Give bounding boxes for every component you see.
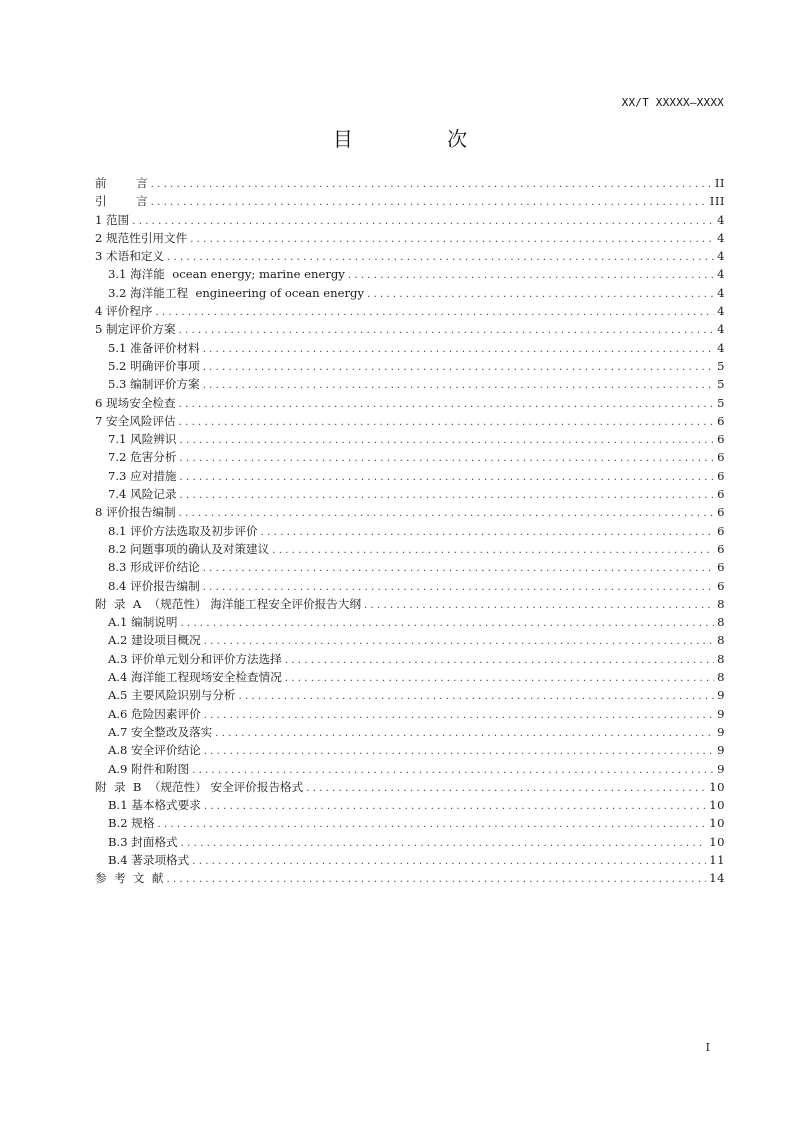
toc-entry-label: 7.3 应对措施 <box>108 468 177 483</box>
toc-entry-page: 6 <box>717 560 725 575</box>
toc-entry-page: 10 <box>709 816 725 831</box>
toc-entry[interactable] <box>95 174 725 192</box>
toc-title: 目 次 <box>332 127 512 151</box>
toc-entry[interactable] <box>95 869 725 887</box>
toc-entry-page: II <box>714 176 725 190</box>
toc-entry-page: 8 <box>717 615 725 630</box>
toc-entry-page: 11 <box>709 852 725 867</box>
toc-entry-label: 5.3 编制评价方案 <box>108 377 200 392</box>
toc-entry-label: B.4 著录项格式 <box>108 852 190 867</box>
dot-leader <box>285 670 714 688</box>
toc-entry-page: 5 <box>717 377 725 392</box>
toc-entry[interactable] <box>95 741 725 759</box>
toc-entry[interactable] <box>95 833 725 851</box>
dot-leader <box>203 560 714 578</box>
dot-leader <box>261 524 714 542</box>
page-number: I <box>705 1041 710 1054</box>
dot-leader <box>179 396 714 414</box>
toc-entry-label: 8.3 形成评价结论 <box>108 560 200 575</box>
toc-entry[interactable] <box>95 339 725 357</box>
toc-entry-label: 8.4 评价报告编制 <box>108 578 200 593</box>
toc-entry[interactable] <box>95 540 725 558</box>
toc-entry-label: 6 现场安全检查 <box>95 395 176 410</box>
toc-entry[interactable] <box>95 595 725 613</box>
toc-entry-label: 引 言 <box>95 194 148 209</box>
toc-entry-page: 10 <box>709 834 725 849</box>
toc-entry-page: 6 <box>717 505 725 520</box>
toc-entry[interactable] <box>95 650 725 668</box>
toc-entry[interactable] <box>95 448 725 466</box>
toc-entry-page: 6 <box>717 541 725 556</box>
toc-entry-page: 8 <box>717 670 725 685</box>
toc-entry-label: 3.2 海洋能工程 engineering of ocean energy <box>108 285 364 300</box>
dot-leader <box>151 176 712 194</box>
toc-entry-label: A.5 主要风险识别与分析 <box>108 688 236 703</box>
toc-entry-page: 6 <box>717 487 725 502</box>
toc-entry[interactable] <box>95 265 725 283</box>
dot-leader <box>180 487 715 505</box>
dot-leader <box>204 743 714 761</box>
toc-entry-page: 6 <box>717 450 725 465</box>
dot-leader <box>151 194 707 212</box>
toc-entry-label: 7.4 风险记录 <box>108 487 177 502</box>
toc-entry[interactable] <box>95 577 725 595</box>
toc-entry-page: 6 <box>717 578 725 593</box>
toc-entry-label: 4 评价程序 <box>95 304 153 319</box>
toc-entry-page: 14 <box>709 871 725 886</box>
toc-entry[interactable] <box>95 229 725 247</box>
toc-entry[interactable] <box>95 668 725 686</box>
toc-entry-label: A.7 安全整改及落实 <box>108 724 213 739</box>
toc-entry-page: 8 <box>717 596 725 611</box>
toc-entry-page: 5 <box>717 358 725 373</box>
dot-leader <box>348 267 714 285</box>
toc-entry-label: 5.2 明确评价事项 <box>108 358 200 373</box>
toc-entry-page: 6 <box>717 432 725 447</box>
toc-entry-label: 7 安全风险评估 <box>95 413 176 428</box>
toc-entry-page: 10 <box>709 798 725 813</box>
dot-leader <box>364 597 714 615</box>
dot-leader <box>203 377 714 395</box>
dot-leader <box>167 871 707 889</box>
dot-leader <box>203 341 714 359</box>
dot-leader <box>180 432 715 450</box>
dot-leader <box>179 322 714 340</box>
toc-entry-label: 8 评价报告编制 <box>95 505 176 520</box>
toc-entry-label: 7.1 风险辨识 <box>108 432 177 447</box>
toc-entry-label: 附 录 A （规范性） 海洋能工程安全评价报告大纲 <box>95 596 362 611</box>
toc-entry[interactable] <box>95 814 725 832</box>
toc-entry-page: 9 <box>717 688 725 703</box>
toc-entry[interactable] <box>95 723 725 741</box>
toc-entry-page: 4 <box>717 340 725 355</box>
dot-leader <box>306 780 706 798</box>
dot-leader <box>203 359 714 377</box>
toc-entry-page: III <box>709 194 725 209</box>
toc-entry[interactable] <box>95 284 725 302</box>
toc-entry[interactable] <box>95 375 725 393</box>
toc-entry-label: 8.2 问题事项的确认及对策建议 <box>108 541 270 556</box>
dot-leader <box>181 835 707 853</box>
toc-entry-label: 8.1 评价方法选取及初步评价 <box>108 523 258 538</box>
dot-leader <box>367 286 714 304</box>
toc-entry-label: A.9 附件和附图 <box>108 761 190 776</box>
toc-entry-label: 3.1 海洋能 ocean energy; marine energy <box>108 267 345 282</box>
toc-entry[interactable] <box>95 522 725 540</box>
toc-entry-label: A.2 建设项目概况 <box>108 633 201 648</box>
dot-leader <box>179 505 714 523</box>
document-header-code: XX/T XXXXX—XXXX <box>621 96 724 109</box>
dot-leader <box>272 542 714 560</box>
dot-leader <box>180 469 715 487</box>
toc-entry-page: 4 <box>717 322 725 337</box>
toc-entry[interactable] <box>95 705 725 723</box>
toc-entry[interactable] <box>95 558 725 576</box>
toc-entry-label: B.2 规格 <box>108 816 155 831</box>
toc-entry[interactable] <box>95 394 725 412</box>
toc-entry[interactable] <box>95 796 725 814</box>
dot-leader <box>285 652 714 670</box>
toc-entry-label: 2 规范性引用文件 <box>95 230 188 245</box>
dot-leader <box>155 304 714 322</box>
toc-entry[interactable] <box>95 302 725 320</box>
toc-entry[interactable] <box>95 613 725 631</box>
toc-entry-page: 4 <box>717 267 725 282</box>
toc-entry[interactable] <box>95 760 725 778</box>
toc-entry-page: 9 <box>717 743 725 758</box>
dot-leader <box>180 450 715 468</box>
toc-entry-label: 5 制定评价方案 <box>95 322 176 337</box>
toc-entry-label: A.1 编制说明 <box>108 615 178 630</box>
toc-entry-label: B.3 封面格式 <box>108 834 178 849</box>
toc-entry-page: 4 <box>717 212 725 227</box>
dot-leader <box>204 707 714 725</box>
toc-entry[interactable] <box>95 247 725 265</box>
toc-entry-page: 8 <box>717 651 725 666</box>
toc-entry[interactable] <box>95 357 725 375</box>
toc-entry-page: 4 <box>717 230 725 245</box>
toc-entry[interactable] <box>95 320 725 338</box>
dot-leader <box>132 213 714 231</box>
toc-entry[interactable] <box>95 631 725 649</box>
toc-entry-label: A.8 安全评价结论 <box>108 743 201 758</box>
toc-entry-label: 附 录 B （规范性） 安全评价报告格式 <box>95 779 304 794</box>
toc-entry-page: 6 <box>717 413 725 428</box>
toc-entry[interactable] <box>95 503 725 521</box>
dot-leader <box>215 725 714 743</box>
toc-entry-page: 8 <box>717 633 725 648</box>
toc-entry-page: 9 <box>717 724 725 739</box>
toc-entry-page: 4 <box>717 285 725 300</box>
table-of-contents <box>95 174 725 888</box>
toc-entry-label: 1 范围 <box>95 212 130 227</box>
toc-entry-label: 参 考 文 献 <box>95 871 164 886</box>
toc-entry-label: A.4 海洋能工程现场安全检查情况 <box>108 670 282 685</box>
toc-entry-page: 5 <box>717 395 725 410</box>
toc-entry[interactable] <box>95 851 725 869</box>
dot-leader <box>190 231 714 249</box>
toc-entry[interactable] <box>95 430 725 448</box>
toc-entry-page: 9 <box>717 761 725 776</box>
toc-entry-label: 3 术语和定义 <box>95 249 165 264</box>
dot-leader <box>192 853 706 871</box>
toc-entry[interactable] <box>95 686 725 704</box>
dot-leader <box>157 816 706 834</box>
toc-entry-page: 10 <box>709 779 725 794</box>
dot-leader <box>204 798 706 816</box>
toc-entry-label: 7.2 危害分析 <box>108 450 177 465</box>
toc-entry-page: 4 <box>717 249 725 264</box>
toc-entry[interactable] <box>95 485 725 503</box>
toc-entry[interactable] <box>95 211 725 229</box>
dot-leader <box>179 414 714 432</box>
toc-entry-label: A.3 评价单元划分和评价方法选择 <box>108 651 282 666</box>
toc-entry-label: B.1 基本格式要求 <box>108 798 201 813</box>
toc-entry-page: 6 <box>717 523 725 538</box>
toc-entry[interactable] <box>95 778 725 796</box>
toc-entry[interactable] <box>95 192 725 210</box>
toc-entry-page: 6 <box>717 468 725 483</box>
dot-leader <box>181 615 715 633</box>
toc-entry[interactable] <box>95 412 725 430</box>
dot-leader <box>238 688 714 706</box>
toc-entry-page: 4 <box>717 304 725 319</box>
toc-entry-label: 5.1 准备评价材料 <box>108 340 200 355</box>
toc-entry[interactable] <box>95 467 725 485</box>
toc-entry-label: A.6 危险因素评价 <box>108 706 201 721</box>
toc-entry-label: 前 言 <box>95 176 148 190</box>
toc-entry-page: 9 <box>717 706 725 721</box>
